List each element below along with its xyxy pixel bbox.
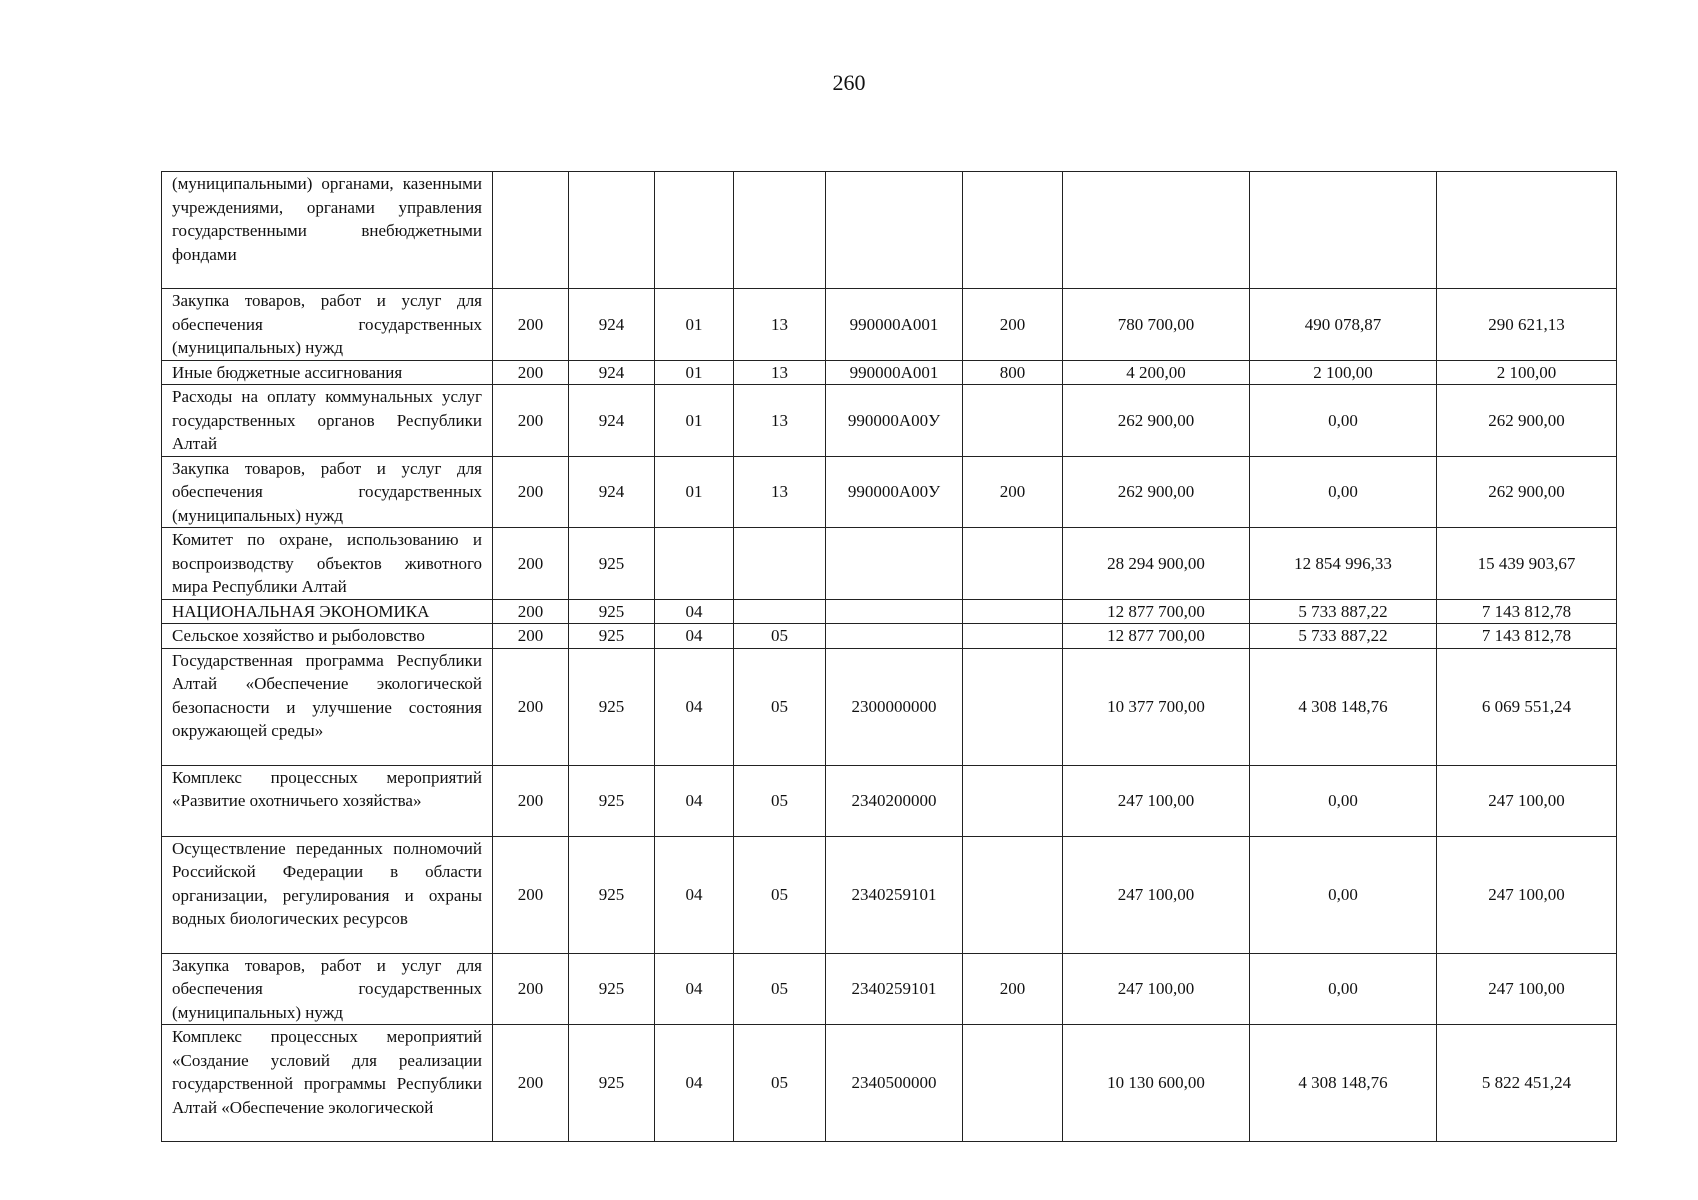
code-subsection-cell: 13	[734, 456, 826, 528]
table-row	[162, 360, 1617, 385]
code-admin-cell: 200	[493, 456, 569, 528]
code-admin-cell	[493, 172, 569, 289]
amount-remaining-cell	[1437, 172, 1617, 289]
budget-table-body	[162, 172, 1617, 1142]
code-target-article-cell	[826, 624, 963, 649]
code-section-cell: 01	[655, 360, 734, 385]
code-section-cell: 04	[655, 836, 734, 953]
amount-remaining-cell: 6 069 551,24	[1437, 648, 1617, 765]
code-section-cell: 04	[655, 624, 734, 649]
code-expense-type-cell: 200	[963, 953, 1063, 1025]
code-subsection-cell	[734, 172, 826, 289]
code-target-article-cell	[826, 172, 963, 289]
amount-executed-cell: 0,00	[1250, 953, 1437, 1025]
code-admin-cell: 200	[493, 624, 569, 649]
item-name-cell: Комплекс процессных мероприятий «Создание условий для реализации государственной программы Республики Алтай «Обеспечение экологической	[162, 1025, 493, 1142]
code-expense-type-cell	[963, 599, 1063, 624]
code-admin-cell: 200	[493, 836, 569, 953]
code-section-cell: 01	[655, 289, 734, 361]
amount-plan-cell: 780 700,00	[1063, 289, 1250, 361]
code-subsection-cell: 13	[734, 360, 826, 385]
amount-plan-cell	[1063, 172, 1250, 289]
code-ministry-cell: 925	[569, 528, 655, 600]
table-row	[162, 599, 1617, 624]
table-row	[162, 953, 1617, 1025]
table-row	[162, 836, 1617, 953]
amount-remaining-cell: 262 900,00	[1437, 456, 1617, 528]
code-expense-type-cell: 200	[963, 289, 1063, 361]
amount-executed-cell: 5 733 887,22	[1250, 599, 1437, 624]
code-section-cell: 04	[655, 953, 734, 1025]
amount-plan-cell: 262 900,00	[1063, 456, 1250, 528]
code-subsection-cell: 05	[734, 624, 826, 649]
code-expense-type-cell	[963, 836, 1063, 953]
amount-plan-cell: 10 130 600,00	[1063, 1025, 1250, 1142]
code-ministry-cell: 924	[569, 289, 655, 361]
code-subsection-cell: 05	[734, 765, 826, 836]
amount-plan-cell: 4 200,00	[1063, 360, 1250, 385]
amount-executed-cell: 0,00	[1250, 836, 1437, 953]
table-row	[162, 456, 1617, 528]
amount-remaining-cell: 2 100,00	[1437, 360, 1617, 385]
code-admin-cell: 200	[493, 953, 569, 1025]
code-target-article-cell: 2340259101	[826, 953, 963, 1025]
table-row	[162, 1025, 1617, 1142]
code-ministry-cell: 924	[569, 456, 655, 528]
code-admin-cell: 200	[493, 385, 569, 457]
table-row	[162, 765, 1617, 836]
item-name-cell: Государственная программа Республики Алтай «Обеспечение экологической безопасности и улучшение состояния окружающей среды»	[162, 648, 493, 765]
code-target-article-cell: 990000А00У	[826, 385, 963, 457]
amount-remaining-cell: 7 143 812,78	[1437, 624, 1617, 649]
code-subsection-cell: 05	[734, 648, 826, 765]
amount-plan-cell: 28 294 900,00	[1063, 528, 1250, 600]
table-row	[162, 528, 1617, 600]
code-subsection-cell: 05	[734, 1025, 826, 1142]
code-expense-type-cell	[963, 528, 1063, 600]
table-row	[162, 648, 1617, 765]
code-expense-type-cell: 200	[963, 456, 1063, 528]
code-target-article-cell: 2300000000	[826, 648, 963, 765]
item-name-cell: Комитет по охране, использованию и воспроизводству объектов животного мира Республики Алтай	[162, 528, 493, 600]
code-target-article-cell: 2340500000	[826, 1025, 963, 1142]
item-name-cell: Иные бюджетные ассигнования	[162, 360, 493, 385]
table-row	[162, 385, 1617, 457]
amount-executed-cell: 490 078,87	[1250, 289, 1437, 361]
code-admin-cell: 200	[493, 648, 569, 765]
item-name-cell: Закупка товаров, работ и услуг для обеспечения государственных (муниципальных) нужд	[162, 456, 493, 528]
code-expense-type-cell	[963, 172, 1063, 289]
code-expense-type-cell	[963, 648, 1063, 765]
code-ministry-cell: 925	[569, 648, 655, 765]
amount-remaining-cell: 262 900,00	[1437, 385, 1617, 457]
item-name-cell: Закупка товаров, работ и услуг для обеспечения государственных (муниципальных) нужд	[162, 953, 493, 1025]
code-subsection-cell: 13	[734, 385, 826, 457]
amount-executed-cell: 0,00	[1250, 385, 1437, 457]
item-name-cell: Комплекс процессных мероприятий «Развитие охотничьего хозяйства»	[162, 765, 493, 836]
item-name-cell: НАЦИОНАЛЬНАЯ ЭКОНОМИКА	[162, 599, 493, 624]
code-expense-type-cell	[963, 624, 1063, 649]
amount-executed-cell: 2 100,00	[1250, 360, 1437, 385]
code-section-cell	[655, 172, 734, 289]
code-expense-type-cell: 800	[963, 360, 1063, 385]
page-number: 260	[832, 70, 866, 95]
code-target-article-cell: 990000А00У	[826, 456, 963, 528]
table-row	[162, 172, 1617, 289]
amount-executed-cell: 4 308 148,76	[1250, 648, 1437, 765]
amount-remaining-cell: 247 100,00	[1437, 953, 1617, 1025]
code-subsection-cell: 05	[734, 953, 826, 1025]
code-ministry-cell: 925	[569, 1025, 655, 1142]
code-subsection-cell	[734, 528, 826, 600]
code-ministry-cell: 925	[569, 624, 655, 649]
amount-plan-cell: 12 877 700,00	[1063, 624, 1250, 649]
code-subsection-cell: 05	[734, 836, 826, 953]
amount-remaining-cell: 247 100,00	[1437, 765, 1617, 836]
amount-executed-cell: 5 733 887,22	[1250, 624, 1437, 649]
item-name-cell: Закупка товаров, работ и услуг для обеспечения государственных (муниципальных) нужд	[162, 289, 493, 361]
amount-executed-cell: 0,00	[1250, 765, 1437, 836]
amount-executed-cell: 0,00	[1250, 456, 1437, 528]
amount-plan-cell: 247 100,00	[1063, 765, 1250, 836]
amount-remaining-cell: 290 621,13	[1437, 289, 1617, 361]
item-name-cell: Расходы на оплату коммунальных услуг государственных органов Республики Алтай	[162, 385, 493, 457]
code-admin-cell: 200	[493, 1025, 569, 1142]
item-name-cell: Осуществление переданных полномочий Российской Федерации в области организации, регулирования и охраны водных биологических ресурсов	[162, 836, 493, 953]
code-subsection-cell: 13	[734, 289, 826, 361]
code-expense-type-cell	[963, 385, 1063, 457]
code-subsection-cell	[734, 599, 826, 624]
code-section-cell: 01	[655, 456, 734, 528]
code-section-cell: 04	[655, 599, 734, 624]
amount-plan-cell: 247 100,00	[1063, 953, 1250, 1025]
code-section-cell: 04	[655, 648, 734, 765]
table-row	[162, 624, 1617, 649]
amount-remaining-cell: 247 100,00	[1437, 836, 1617, 953]
item-name-cell: (муниципальными) органами, казенными учреждениями, органами управления государственными внебюджетными фондами	[162, 172, 493, 289]
code-target-article-cell: 990000А001	[826, 360, 963, 385]
amount-remaining-cell: 15 439 903,67	[1437, 528, 1617, 600]
code-admin-cell: 200	[493, 289, 569, 361]
code-section-cell: 04	[655, 765, 734, 836]
code-expense-type-cell	[963, 765, 1063, 836]
code-section-cell	[655, 528, 734, 600]
code-admin-cell: 200	[493, 528, 569, 600]
amount-remaining-cell: 7 143 812,78	[1437, 599, 1617, 624]
item-name-cell: Сельское хозяйство и рыболовство	[162, 624, 493, 649]
code-target-article-cell: 2340200000	[826, 765, 963, 836]
code-section-cell: 04	[655, 1025, 734, 1142]
table-row	[162, 289, 1617, 361]
code-ministry-cell	[569, 172, 655, 289]
code-ministry-cell: 925	[569, 765, 655, 836]
code-target-article-cell: 990000А001	[826, 289, 963, 361]
amount-executed-cell	[1250, 172, 1437, 289]
code-ministry-cell: 925	[569, 599, 655, 624]
code-ministry-cell: 925	[569, 953, 655, 1025]
code-ministry-cell: 924	[569, 385, 655, 457]
budget-table	[161, 171, 1617, 1142]
code-target-article-cell	[826, 528, 963, 600]
code-admin-cell: 200	[493, 360, 569, 385]
amount-executed-cell: 4 308 148,76	[1250, 1025, 1437, 1142]
amount-plan-cell: 10 377 700,00	[1063, 648, 1250, 765]
code-target-article-cell	[826, 599, 963, 624]
code-ministry-cell: 924	[569, 360, 655, 385]
amount-plan-cell: 12 877 700,00	[1063, 599, 1250, 624]
code-admin-cell: 200	[493, 765, 569, 836]
amount-plan-cell: 262 900,00	[1063, 385, 1250, 457]
code-ministry-cell: 925	[569, 836, 655, 953]
amount-executed-cell: 12 854 996,33	[1250, 528, 1437, 600]
code-admin-cell: 200	[493, 599, 569, 624]
amount-plan-cell: 247 100,00	[1063, 836, 1250, 953]
code-target-article-cell: 2340259101	[826, 836, 963, 953]
code-expense-type-cell	[963, 1025, 1063, 1142]
amount-remaining-cell: 5 822 451,24	[1437, 1025, 1617, 1142]
code-section-cell: 01	[655, 385, 734, 457]
